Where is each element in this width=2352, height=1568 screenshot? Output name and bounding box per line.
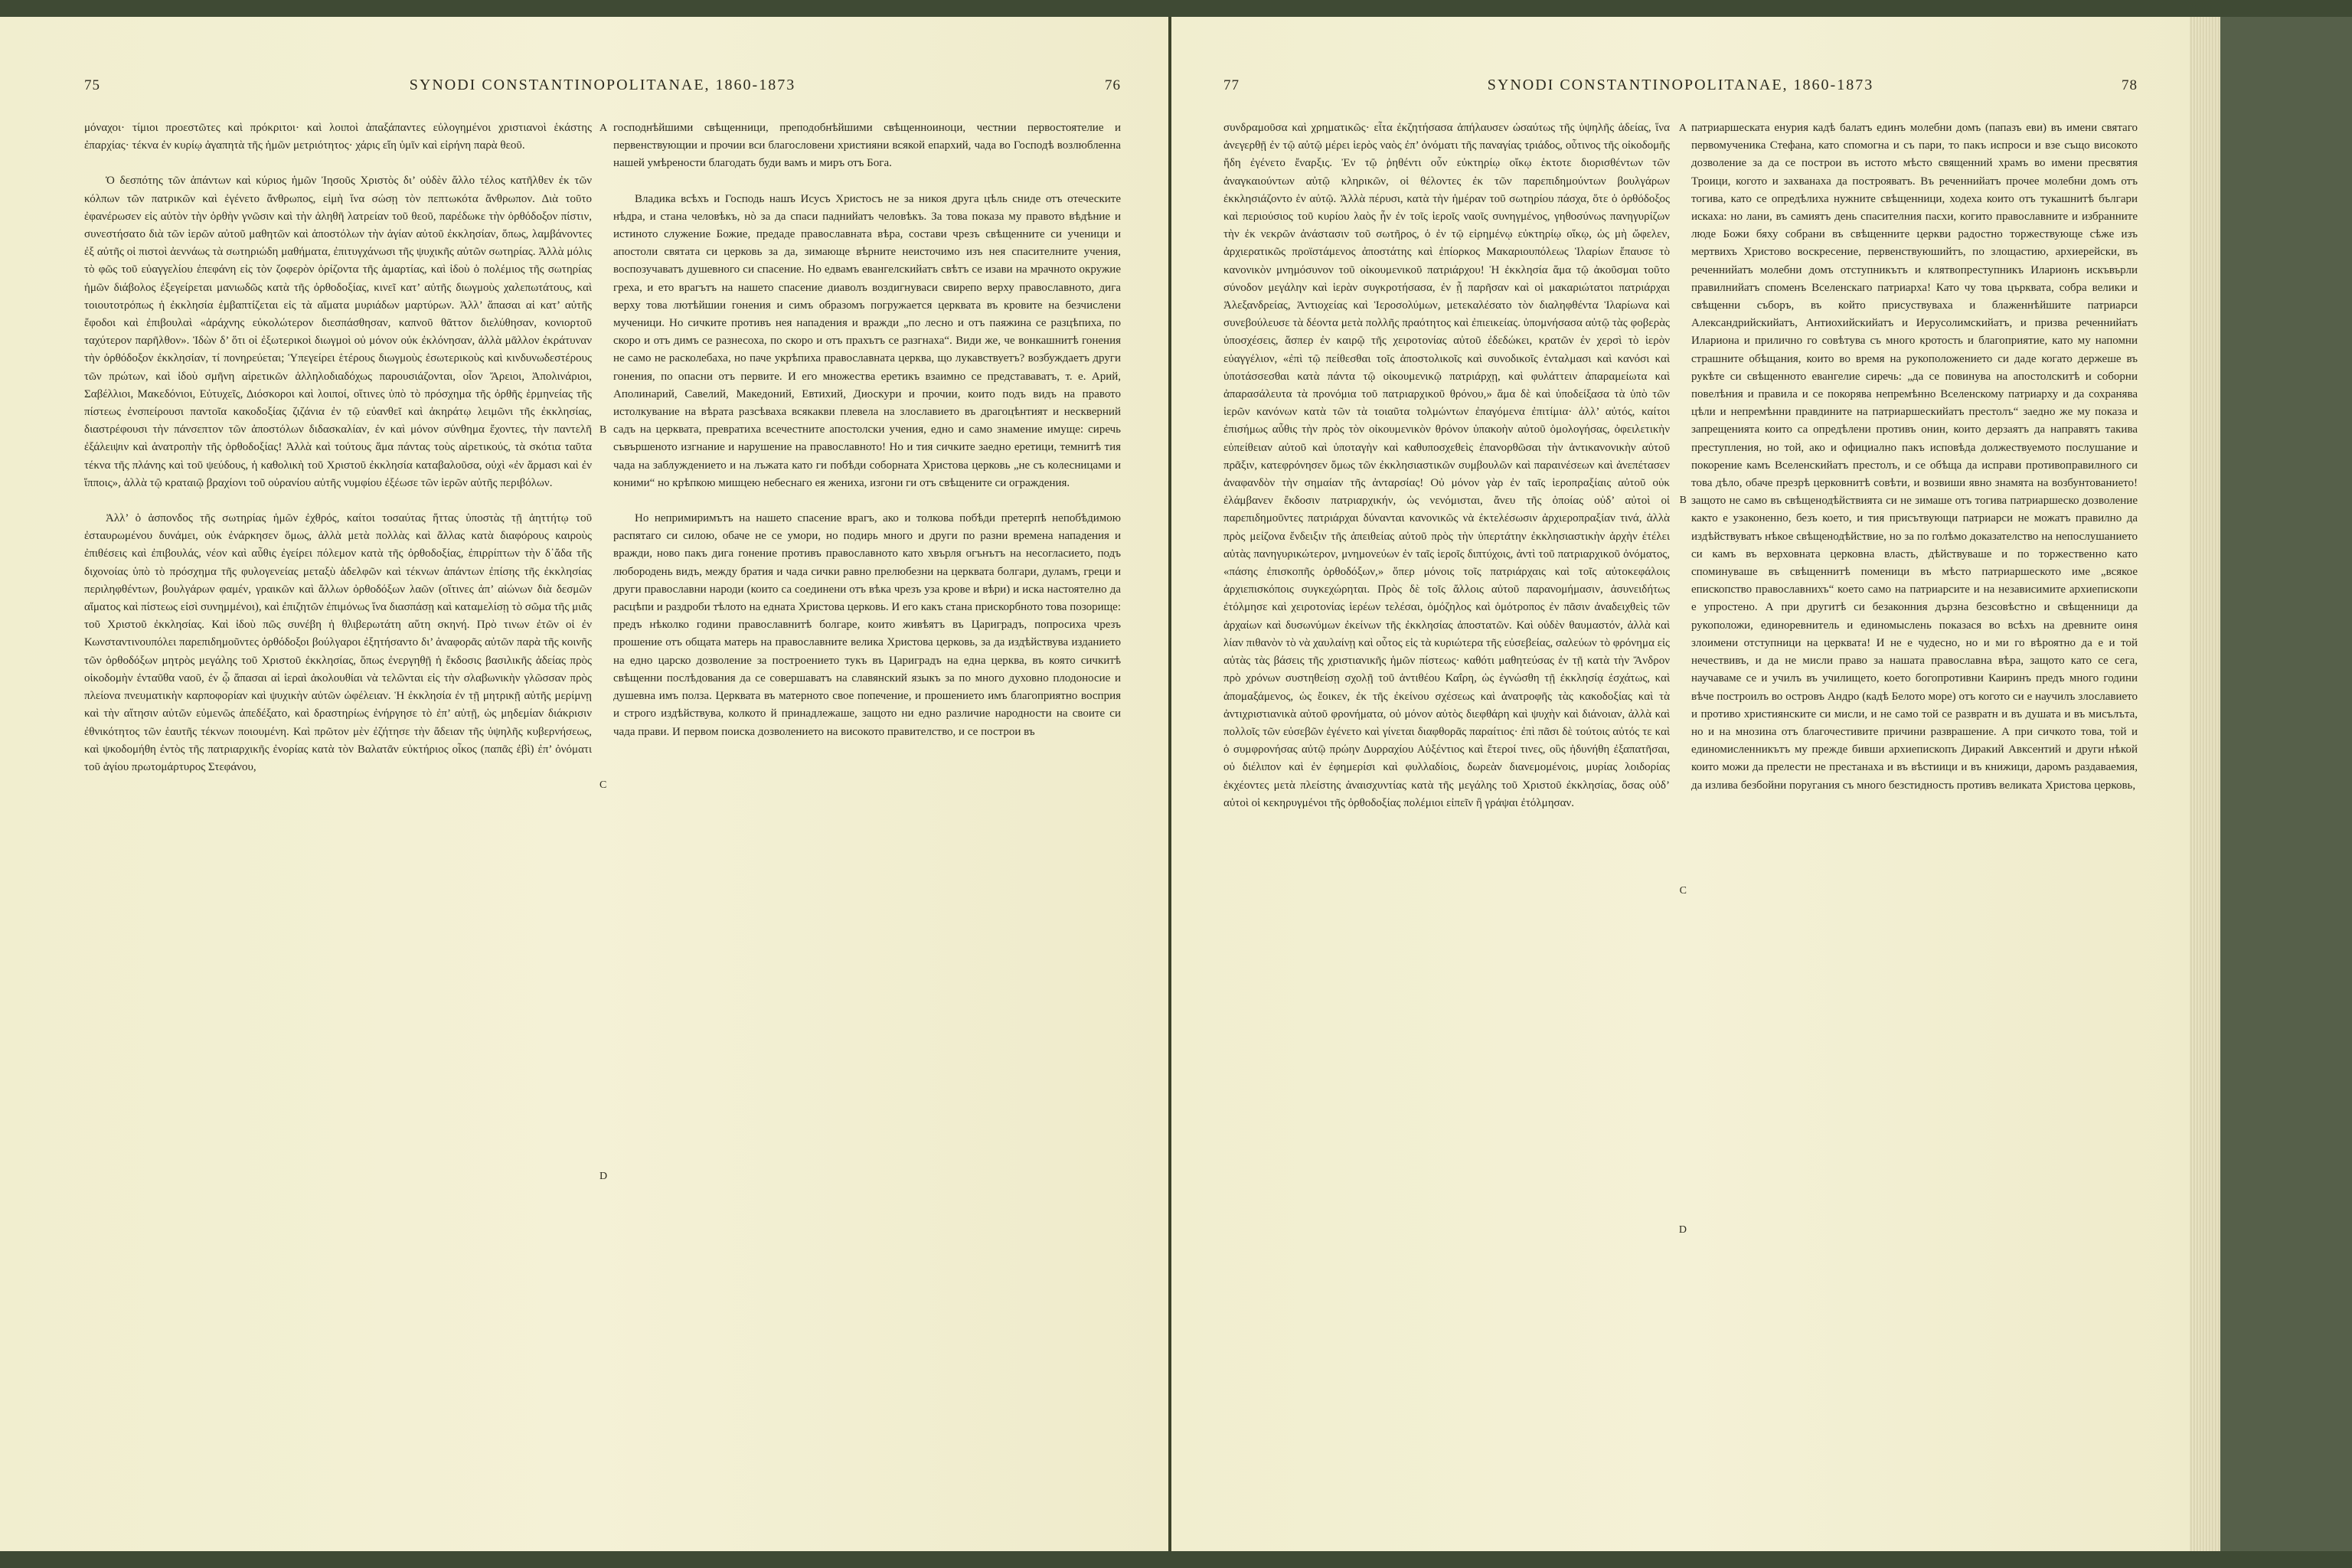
page-number-76: 76 [1105, 77, 1121, 93]
book-page-edges [2190, 17, 2220, 1551]
greek-paragraph: Ἀλλ’ ὁ ἀσπονδος τῆς σωτηρίας ἡμῶν ἐχθρός, καίτοι τοσαύτας ἥττας ὑποστὰς τῇ ἀηττήτῳ τοῦ ἐσταυρωμένου δυνάμει, οὐκ ἐνάρκησεν ὅμως, ἀλλὰ μετὰ πολλὰς καὶ ἄλλας κατὰ διαφόρους καιροὺς ἐπιθέσεις καὶ ἐπιβουλάς, νέον καὶ αὖθις ἐγείρει πόλεμον κατὰ τῆς ὀρθοδοξίας, ἐπιρρίπτων τὴν δ᾽ἄδα τῆς διχονοίας ὑπὸ τὸ πρόσχημα τῆς φυλογενείας μεταξὺ ἀδελφῶν καὶ τέκνων ἁπάντων ἐπίσης τῆς ἐκκλησίας περιληφθέντων, βουλγάρων φαμέν, γραικῶν καὶ ἄλλων ὀρθοδόξων λαῶν (οἵτινες ἀπ’ αἰώνων διὰ δεσμῶν αἵματος καὶ πίστεως εἰσὶ συνημμένοι), καὶ ἐπιζητῶν ἐπιμόνως ἵνα διασπάσῃ καὶ καταμελίσῃ τὸ σῶμα τῆς μιᾶς τοῦ Χριστοῦ ἐκκλησίας. Καὶ ἰδοὺ πῶς συνέβη ἡ θλιβερωτάτη αὕτη σκηνή. Πρὸ τινων ἐτῶν οἱ ἐν Κωνσταντινουπόλει παρεπιδημοῦντες ὀρθόδοξοι βούλγαροι ἐξητήσαντο δι’ ἀναφορᾶς αὐτῶν παρὰ τῆς κοινῆς τῶν ὀρθοδόξων μητρὸς μεγάλης τοῦ Χριστοῦ ἐκκλησίας, ὅπως ἐνεργηθῇ ἡ ἔκδοσις βασιλικῆς ἀδείας πρὸς οἰκοδομὴν ἐνταῦθα ναοῦ, ἐν ᾧ ἅπασαι αἱ ἱεραὶ ἀκολουθίαι νὰ τελῶνται εἰς τὴν σλαβωνικὴν γλῶσσαν πρὸς πλείονα πνευματικὴν καρποφορίαν καὶ ψυχικὴν αὐτῶν ὠφέλειαν. Ἡ ἐκκλησία ἐν τῇ μητρικῇ αὐτῆς μερίμνῃ καὶ τὴν αἴτησιν αὐτῶν εὐμενῶς ἀπεδέξατο, καὶ δραστηρίως ἐνήργησε τὸ ἐπ’ αὐτῇ, ὡς μηδεμίαν διάκρισιν ἐθνικότητος τῶν ἑαυτῆς τέκνων ποιουμένη. Καὶ πρῶτον μὲν ἐζήτησε τὴν ἄδειαν τῆς ὑψηλῆς κυβερνήσεως, καὶ ψκοδομήθη ἐντὸς τῆς πατριαρχικῆς ἐνορίας κατὰ τὸν Βαλατᾶν εὐκτήριος οἶκος (παπᾶς ἐβὶ) ἐπ’ ὀνόματι τοῦ ἁγίου πρωτομάρτυρος Στεφάνου, [84, 512, 592, 773]
page-number-75: 75 [84, 77, 100, 93]
background-surface [2220, 17, 2352, 1551]
section-marker-d: D [1678, 1224, 1687, 1236]
greek-paragraph: συνδραμοῦσα καὶ χρηματικῶς· εἶτα ἐκζητήσασα ἀπήλαυσεν ὡσαύτως τῆς ὑψηλῆς ἀδείας, ἵνα ἀνεγερθῇ ἐν τῷ αὐτῷ μέρει ἱερὸς ναὸς ἐπ’ ὀνόματι τῆς παναγίας τριάδος, οὗτινος τῆς οἰκοδομῆς ἤδη ἐγένετο ἔναρξις. Ἐν τῷ ῥηθέντι οὖν εὐκτηρίῳ οἴκῳ ἑκτοτε διορισθέντων τῶν ἀναγκαιούντων αὐτῷ κληρικῶν, οἱ θέλοντες ἐκ τῶν παρεπιδημούντων βουλγάρων ἐκκλησιάζοντο ἐν αὐτῷ. Ἀλλὰ πέρυσι, κατὰ τὴν ἡμέραν τοῦ σωτηρίου πάσχα, ὅτε ὁ ὀρθόδοξος καὶ περιούσιος τοῦ κυρίου λαὸς ἦν ἐν τοῖς ἱεροῖς ναοῖς συνηγμένος, γηθοσύνως πανηγυρίζων τὴν ἐκ νεκρῶν ἀνάστασιν τοῦ σωτῆρος, ὁ ἐν τῷ εἰρημένῳ εὐκτηρίῳ οἴκῳ, ὡς μὴ ὤφελεν, ἀρχιερατικῶς προϊστάμενος ἀποστάτης καὶ ἐπίορκος Μακαριουπόλεως Ἱλαρίων ἔπαυσε τὸ κανονικὸν μνημόσυνον τοῦ οἰκουμενικοῦ πατριάρχου! Ἡ ἐκκλησία ἅμα τῷ ἀκοῦσμαι τοῦτο σύνοδον μεγάλην καὶ ἱερὰν συγκροτήσασα, ἐν ᾗ παρῆσαν καὶ οἱ μακαριώτατοι πατριάρχαι Ἀλεξανδρείας, Ἀντιοχείας καὶ Ἱεροσολύμων, μετεκαλέσατο τὸν διαληφθέντα Ἱλαρίωνα καὶ συνεβούλευσε τὰ δέοντα μετὰ πολλῆς πραότητος καὶ ἐπιεικείας. ὑπομνήσασα αὐτῷ τὰς φοβερὰς ὑποσχέσεις, ἅσπερ ἐν καιρῷ τῆς χειροτονίας αὐτοῦ ἐδεδώκει, κρατῶν ἐν χερσὶ τὸ ἱερὸν εὐαγγέλιον, «ἐπὶ τῷ πείθεσθαι τοῖς ἀποστολικοῖς καὶ συνοδικοῖς ἐνταλμασι καὶ κανόσι καὶ ὑποτάσσεσθαι κατὰ πάντα τῷ οἰκουμενικῷ πατριάρχῃ, καὶ φυλάττειν ἀπαραμείωτα καὶ ἀπαρασάλευτα τὰ προνόμια τοῦ πατριαρχικοῦ θρόνου,» ἅμα δὲ καὶ ὑποδείξασα τὰ ὑπὸ τῶν ἱερῶν κανόνων κατὰ τῶν τὰ τοιαῦτα τολμώντων ἐπαγόμενα ἐπιτίμια· ἀλλ’ αὐτός, καίτοι ἐπισήμως αὖθις τὴν πρὸς τὸν οἰκουμενικὸν θρόνον ὑπακοὴν αὐτοῦ ὁμολογήσας, ὀφειλετικὴν εὐπείθειαν αὐτοῦ καὶ ὑποταγὴν καὶ καθυποσχεθεὶς ἐπανορθῶσαι τὴν ἀντικανονικὴν αὐτοῦ πρᾶξιν, κατεφρόνησεν ὅμως τῶν ἐκκλησιαστικῶν συμβουλῶν καὶ παραινέσεων καὶ ἀνεπέτασεν ἀναφανδὸν τὴν σημαίαν τῆς ἀνταρσίας! Οὐ μόνον γὰρ ἐν ταῖς ἱεροπραξίαις αὐτοῦ οὐκ ἐλάμβανεν ἔκδοσιν πατριαρχικήν, ὡς νενόμισται, ἄνευ τῆς ὁποίας οὐδ’ αὐτοὶ οἱ παρεπιδημοῦντες πατριάρχαι δύνανται κανονικῶς νὰ ἐκτελέσωσιν ἀρχιεροπραξίαν τινά, ἀλλὰ πρὸς μείζονα ἔνδειξιν τῆς ἀπειθείας αὐτοῦ πρὸς τὴν ὑπερτάτην ἐκκλησιαστικὴν ἀρχὴν ἐτέλει αὐτὰς πανηγυρικώτερον, μνημονεύων ἐν ταῖς ἱεροῖς διπτύχοις, ἀντὶ τοῦ πατριαρχικοῦ ὀνόματος, «πάσης ἐπισκοπῆς ὀρθοδόξων,» ὅπερ μόνοις τοῖς πατριάρχαις καὶ τοῖς αὐτοκεφάλοις ἀρχιεπισκόποις συγκεχώρηται. Πρὸς δὲ τοῖς ἄλλοις αὐτοῦ παρανομήμασιν, ἀσυνειδήτως ἐτόλμησε καὶ χειροτονίας ἱερέων τελέσαι, ὁμόζηλος καὶ ὁμότροπος ἐν πᾶσιν ἀναδειχθεὶς τῶν ἀρχαίων καὶ δυσωνύμων ἐκείνων τῆς ἐκκλησίας ἀποστατῶν. Καὶ οὐδὲν θαυμαστόν, ἀλλὰ καὶ λίαν πιθανὸν τὸ νὰ χαυλαίνῃ καὶ οὗτος εἰς τὰ κυριώτερα τῆς εὐσεβείας, σαλεύων τὸ φρόνημα εἰς αὐτὰς τὰς βάσεις τῆς χριστιανικῆς ἡμῶν πίστεως· καθότι μαθητεύσας ἐν τῇ κατὰ τὴν Ἄνδρον πρὸ χρόνων συστηθείσῃ σχολῇ τοῦ ἀντιθέου Καΐρη, ὡς ἐγνώσθη τῇ ἐκκλησίᾳ ἐσχάτως, καὶ ἀπομαξάμενος, ὡς ἔοικεν, ἐκ τῆς ἐκείνου σχέσεως καὶ ἀνατροφῆς τὰς κακοδοξίας καὶ τὰ ἀντιχριστιανικὰ αὐτοῦ φρονήματα, οὐ μόνον αὐτὸς διεφθάρη καὶ ψυχὴν καὶ διάνοιαν, ἀλλὰ καὶ πολλοῖς τῶν εὐσεβῶν ἐγένετο καὶ γίνεται διαφθορᾶς παραίτιος· ἐπὶ πᾶσι δὲ τούτοις αὐτός τε καὶ ὁ συμφρονήσας αὐτῷ πρώην Δυρραχίου Αὐξέντιος καὶ ἕτεροί τινες, οὓς ἠδυνήθη ἐξαπατῆσαι, οὐ διέλιπον καὶ ἐν ἐφημερίσι καὶ φυλλαδίοις, δωρεὰν διανεμομένοις, μυρίας λοιδορίας ἐκχέοντες μετὰ πλείστης ἀναισχυντίας κατὰ τῆς μεγάλης τοῦ Χριστοῦ ἐκκλησίας, ὅσας οὐδ’ αὐτοὶ οἱ κεκηρυγμένοι τῆς ὀρθοδοξίας πολέμιοι εἰπεῖν ἢ γράψαι ἐτόλμησαν. [1223, 122, 1670, 809]
left-text-columns [84, 119, 1121, 1182]
section-marker-c: C [1679, 885, 1687, 897]
right-text-columns [1223, 119, 2138, 1236]
section-marker-b: B [599, 424, 607, 436]
slavonic-paragraph: Владика всѣхъ и Господь нашъ Исусъ Христосъ не за никоя друга цѣль сниде отъ отеческите нѣдра, и стана человѣкъ, нò за да спаси паднийатъ человѣкъ. За това показа му правото вѣдѣние и истиното служение Божие, предаде православната вѣра, состави чрезъ свѣщенните си ученици и апостоли святата си церковь за да, зимающе вѣрните неисточимо изъ нея спасителните учения, воспозучаватъ душевного си спасение. Но едвамъ евангелскийатъ свѣтъ се изави на мрачното окружие греха, и ето врагътъ на нашето спасение диаволъ воздигнуваси свирепо верху православното, дига верху това лютѣйшии гонения и симъ образомъ погружается церквата въ кровите на безчислени мученици. Но сичките противъ нея нападения и вражди „по лесно и отъ паяжина се разцѣпиха, по скоро и отъ димъ се разнесоха, по скоро и отъ прахътъ се разгнаха“. Види же, че вонкашнитѣ гонения не само не расколебаха, но паче укрѣпиха православната церква, що лукавствуетъ? возбуждаетъ други гонения, по опасни отъ первите. И его множества еретикъ взаимно се представаватъ, т. е. Арий, Аполинарий, Савелий, Македоний, Евтихий, Диоскури и прочии, които подъ видъ на правото истолкувание на вѣрата разсѣваха всякакви плевела на злославието въ драгоцѣнтият и нескверний садъ на церквата, превратиха всечестните апостолски учения, едно и само знамение имуще: сиречь съвършеното изгнание и нарушение на православното! Но и тия сичките заедно еретици, темнитѣ тия чада на заблуждението и на лъжата като ги побѣди соборната Христова церковь „не съ колесницами и коними“ но крѣпкою мишцею небеснаго ея жениха, изгони ги отъ свѣщените си ограждения. [613, 192, 1121, 489]
section-marker-a: A [599, 122, 608, 134]
right-running-head [1223, 77, 2138, 96]
greek-paragraph: μόναχοι· τίμιοι προεστῶτες καὶ πρόκριτοι· καὶ λοιποὶ ἁπαξάπαντες εὐλογημένοι χριστιανοὶ ἑκάστης ἐπαρχίας· τέκνα ἐν κυρίῳ ἀγαπητὰ τῆς ἡμῶν μετριότητος· χάρις εἴη ὑμῖν καὶ εἰρήνη παρὰ θεοῦ. [84, 122, 592, 152]
left-page [0, 17, 1168, 1551]
running-title: SYNODI CONSTANTINOPOLITANAE, 1860-1873 [1487, 77, 1874, 93]
slavonic-paragraph: Но непримиримътъ на нашето спасение врагъ, ако и толкова побѣди претерпѣ непобѣдимою распятаго си силою, обаче не се умори, но подирь много и други по разни времена нападения и вражди, ново пакъ дига гонение противъ православното като хвърля огънътъ на несогласието, подъ любородень видъ, между братия и чада сички равно прелюбезни на церквата болгари, дуламъ, греци и други православни народи (които са соединени отъ вѣка чрезъ уза крове и вѣри) и иска настоятелно да расцѣпи и раздроби тѣлото на едната Христова церковь. И его какъ стана прискорбното това позорище: предъ нѣколко години православнитѣ болгаре, които живѣятъ въ Цариградъ, попросиха чрезъ прошение отъ общата матерь на православните велика Христова церковь, за да издѣйствува изданието на едно царско дозволение за построението тукъ въ Цариградъ на една церква, въ която сичкитѣ свѣщенни послѣдования да се совершаватъ на славянский языкъ за по много духовно плодоносие и душевна имъ полза. Церквата въ матерното свое попечение, и прошението имъ благоприятно восприя и строго издѣйствува, колкото й принадлежаше, защото ни едно различие народности на своите си чада прави. И первом поиска дозволението на високото правителство, и се построи въ [613, 512, 1121, 738]
running-title: SYNODI CONSTANTINOPOLITANAE, 1860-1873 [409, 77, 796, 93]
section-marker-c: C [599, 779, 607, 791]
right-page [1171, 17, 2190, 1551]
slavonic-paragraph: патриаршеската енурия кадѣ балатъ единъ молебни домъ (папазъ еви) въ имени святаго первомученика Стефана, като спомогна и съ пари, то пакъ испроси и взе също високото дозволение за да се построи въ истото мѣсто священний храмъ во имени пресвятия Троици, когото и захванаха да построяватъ. Въ реченнийатъ прочее молебни домъ отъ тогива, като се опредѣлиха нужните свѣщенници, ходеха които отъ тукашнитѣ българи искаха: но лани, въ самиятъ день спасителния пасхи, когито православните и избранните люде Божи бяху собрани въ свѣщенните церкви радостно торжествующе сѣже изъ мертвихъ Христово воскресение, первенствуюшийтъ, по злощастию, архиерейски, въ реченнийатъ молебни домъ отступникътъ и клятвопреступникъ Иларионъ искъвърли правилнийатъ споменъ Вселенскаго патриарха! Като чу това църквата, собра велики и свѣщенни съборъ, въ който присуствуваха и блаженнѣйшите патриарси Александрийскийатъ, Антиохийскийатъ и Иерусолимскийатъ, и призва реченнийатъ Илариона и прилично го совѣтува съ много кротость и благоприятие, като му напомни страшните обѣщания, които во время на рукоположението си даде когато держеше въ рукѣте си свѣщенното евангелие сиречь: „да се повинува на апостолскитѣ и соборни повелѣния и правила и се покорява непремѣнно Вселенскому патриарху и да сохранява цѣли и непремѣнни правдините на патриаршескийатъ престолъ“ заедно же му показа и запрещенията които са опредѣлени противъ онин, които дерзаятъ да направятъ такива преступления, но той, ако и официално пакъ исповѣда должествуемото послушание и покорение камъ Вселенскийатъ престолъ, и се обѣща да исправи противоправилного си това дѣло, обаче презрѣ церковнитѣ совѣти, и возвиши явно знамята на возбунтованието! защото не само въ свѣщенодѣйствията си не зимаше отъ тогива патриаршеско дозволение както е узаконенно, безъ което, и тия присътвующи патриарси не можатъ правилно да издѣйствуватъ нѣкое свѣщенодѣйствие, но за по голѣмо доказателство на непослушанието си камъ въ верховната церковна власть, дѣйствуваше и по торжественно като споминуваше въ свѣщеннитѣ поменици въ мѣсто патриаршеското име „всякое епископство православнихъ“ което само на патриарсите и на независимите архиепископи е упростено. А при другитѣ си безаконния дързна безсовѣстно и свѣщенници да рукоположи, единоревнитель и единомыслень показася во всѣхъ на древните оиня злоимени отступници на церквата! И не е чудесно, но и ми го вѣроятно да е и той нечествивъ, и да не мисли право за нашата православна вѣра, защото като се сега, научаваме се и училъ въ училището, което богопротивни Каиринъ предъ много години вѣче построилъ во островъ Андро (кадѣ Белото море) отъ когото си е научилъ злославието и противо християнските си мисли, и не само той се развратн и въ душата и въ мисълъта, но и на мнозина отъ благочестивите причини разврашение. А при сичкото това, той и единомисленникътъ му прежде бивши архиепископъ Диракий Авксентий и други нѣкой които можи да прелести не престанаха и въ вѣстиици и въ книжици, даромъ раздаваемия, да излива безбойни поругания съ много безстидность противъ великата Христова церковь, [1691, 122, 2138, 792]
left-running-head [84, 77, 1121, 96]
page-number-78: 78 [2122, 77, 2138, 93]
page-number-77: 77 [1223, 77, 1240, 93]
slavonic-column [599, 119, 1121, 1182]
greek-paragraph: Ὁ δεσπότης τῶν ἁπάντων καὶ κύριος ἡμῶν Ἰησοῦς Χριστὸς δι’ οὐδὲν ἄλλο τέλος κατῆλθεν ἐκ τῶν κόλπων τῶν πατρικῶν καὶ ἐγένετο ἄνθρωπος, εἰμὴ ἵνα σώσῃ τὸν πεπτωκότα ἄνθρωπον. Διὰ τοῦτο ἐφανέρωσεν εἰς αὐτὸν τὴν ὀρθὴν γνῶσιν καὶ τὴν ἀληθῆ λατρείαν τοῦ θεοῦ, παρέδωκε τὴν ὀρθόδοξον πίστιν, συνεστήσατο διὰ τῶν ἱερῶν αὐτοῦ μαθητῶν καὶ ἀποστόλων τὴν ἁγίαν αὐτοῦ ἐκκλησίαν, ὅπως, λαμβάνοντες ἐξ αὐτῆς οἱ πιστοὶ ἀεννάως τὰ σωτηριώδη μαθήματα, ἐπιτυγχάνωσι τῆς ψυχικῆς αὐτῶν σωτηρίας. Ἀλλὰ μόλις τὸ φῶς τοῦ εὐαγγελίου ἐπεφάνη εἰς τὸν ζοφερὸν ὁρίζοντα τῆς ἁμαρτίας, καὶ ἰδοὺ ὁ πολέμιος τῆς σωτηρίας ἡμῶν διάβολος ἐξεγείρεται μανιωδῶς κατὰ τῆς ὀρθοδοξίας, κινεῖ κατ’ αὐτῆς διωγμοὺς χαλεπωτάτους, καὶ τοιουτοτρόπως ἡ ἐκκλησία ἐμβαπτίζεται εἰς τὰ αἵματα μυριάδων μαρτύρων. Ἀλλ’ ἅπασαι αἱ κατ’ αὐτῆς ἔφοδοι καὶ ἐπιβουλαὶ «ἀράχνης εὐκολώτερον διεσπάσθησαν, καπνοῦ θᾶττον διελύθησαν, κονιορτοῦ ταχύτερον παρῆλθον». Ἰδὼν δ’ ὅτι οἱ ἐξωτερικοὶ διωγμοὶ οὐ μόνον οὐκ ἐκλόνησαν, ἀλλὰ μᾶλλον ἐκράτυναν τὴν ὀρθόδοξον ἐκκλησίαν, τί πονηρεύεται; Ὑπεγείρει ἑτέρους διωγμοὺς ἐσωτερικοὺς καὶ κινδυνωδεστέρους τῶν πρώτων, καὶ ἰδοὺ σμῆνη αἱρετικῶν ἀλληλοδιαδόχως παρουσιάζονται, οἷον Ἄρειοι, Ἀπολινάριοι, Σαβέλλιοι, Μακεδόνιοι, Εὐτυχεῖς, Διόσκοροι καὶ λοιποί, οἵτινες ὑπὸ τὸ πρόσχημα τῆς ὀρθῆς ἑρμηνείας τῆς πίστεως ἐνσπείρουσι παντοῖα κακοδοξίας ζιζάνια ἐν τῷ εὐανθεῖ καὶ ἀκηράτῳ λειμῶνι τῆς ἐκκλησίας, διαστρέφουσι τὴν πάνσεπτον τῶν ἀποστόλων διδασκαλίαν, ἐν καὶ μόνον σύνθημα ἔχοντες, τὴν παντελῆ ἐξάλειψιν καὶ ἀνατροπὴν τῆς ὀρθοδοξίας! Ἀλλὰ καὶ τούτους ἅμα πάντας τοὺς αἱρετικούς, τὰ σκότια ταῦτα τέκνα τῆς πλάνης καὶ τοῦ ψεύδους, ἡ καθολικὴ τοῦ Χριστοῦ ἐκκλησία καταβαλοῦσα, οὐχὶ «ἐν ἅρμασι καὶ ἐν ἵπποις», ἀλλὰ τῷ κραταιῷ βραχίονι τοῦ οὐρανίου αὐτῆς νυμφίου ἐξέωσε τῶν ἱερῶν αὐτῆς περιβόλων. [84, 175, 592, 489]
section-marker-d: D [599, 1171, 608, 1182]
greek-column [1223, 119, 1687, 1236]
slavonic-paragraph: господнѣйшими свѣщенници, преподобнѣйшими свѣщенноиноци, честнии первостоятелие и первенствующии и прочии вси благословени християни всякой епархий, чада во Господѣ возлюбленна нашей умѣрености благодать буди вамъ и миръ отъ Бога. [613, 122, 1121, 170]
section-marker-a: A [1678, 122, 1687, 134]
slavonic-column [1691, 119, 2138, 812]
section-marker-b: B [1679, 495, 1687, 506]
greek-column [84, 119, 592, 776]
